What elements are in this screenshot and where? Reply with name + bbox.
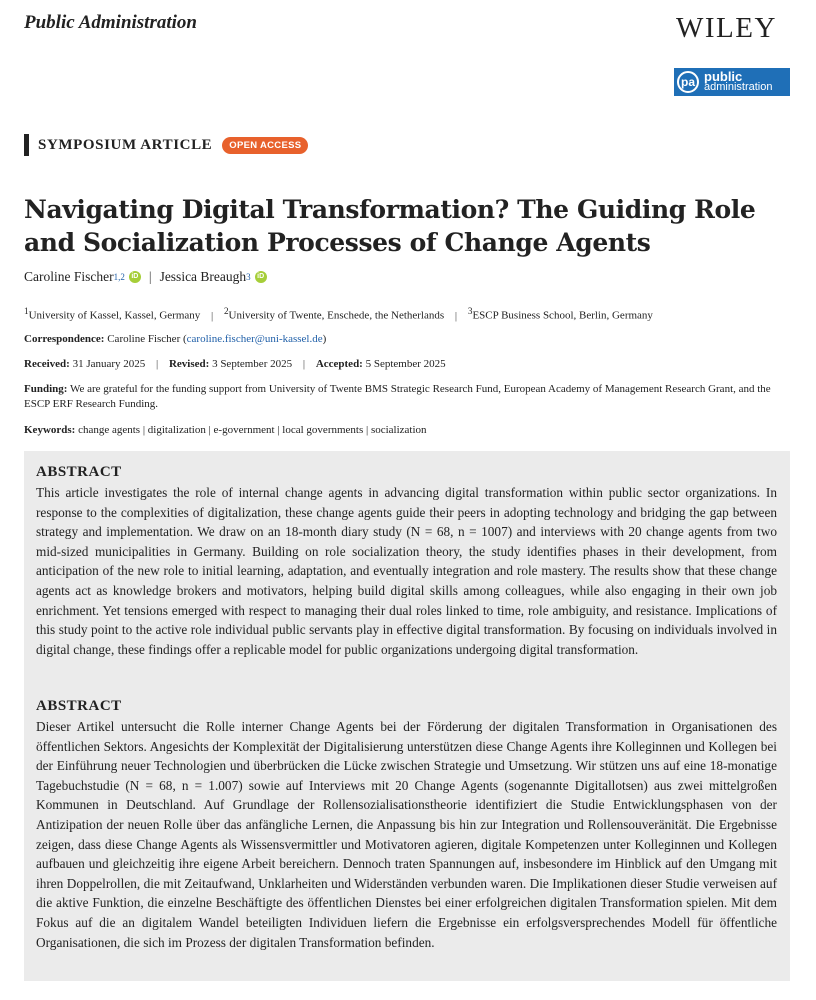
author-name[interactable]: Jessica Breaugh <box>159 269 247 284</box>
orcid-icon[interactable]: iD <box>129 271 141 283</box>
correspondence-name: Caroline Fischer ( <box>107 333 187 345</box>
correspondence-label: Correspondence: <box>24 333 105 345</box>
article-type-bar <box>24 134 29 156</box>
article-dates <box>24 357 794 372</box>
correspondence <box>24 332 794 347</box>
abstract-english <box>36 463 777 659</box>
author-affiliation-sup[interactable]: 3 <box>246 272 251 282</box>
funding-text: We are grateful for the funding support from University of Twente BMS Strategic Research Fund, European Academy of Management Research Grant, and the ESCP ERF Research Funding. <box>24 383 771 410</box>
affiliation-sup: 2 <box>223 306 229 316</box>
wiley-logo: WILEY <box>676 12 777 44</box>
received-label: Received: <box>24 358 70 370</box>
date-separator: | <box>156 358 159 370</box>
received-date: 31 January 2025 <box>72 358 146 370</box>
revised-label: Revised: <box>168 358 210 370</box>
pa-logo-line1: public <box>704 69 743 84</box>
open-access-badge[interactable]: OPEN ACCESS <box>222 137 308 154</box>
affiliation: University of Kassel, Kassel, Germany <box>28 309 201 322</box>
affiliation-separator: | <box>454 309 458 322</box>
article-type-row <box>24 134 308 156</box>
journal-name: Public Administration <box>24 12 197 33</box>
public-administration-logo <box>674 68 790 96</box>
article-type: SYMPOSIUM ARTICLE <box>38 136 213 153</box>
keywords-text[interactable]: change agents | digitalization | e-government | local governments | socialization <box>78 424 427 436</box>
abstract-heading: ABSTRACT <box>36 464 122 480</box>
author-affiliation-sup[interactable]: 1,2 <box>113 272 125 282</box>
accepted-label: Accepted: <box>315 358 363 370</box>
affiliation-separator: | <box>211 309 214 322</box>
orcid-icon[interactable]: iD <box>255 271 267 283</box>
pa-logo-line2: administration <box>704 81 773 93</box>
abstract-german <box>36 697 777 952</box>
abstract-text: This article investigates the role of internal change agents in advancing digital transformation within public sector organizations. In response to the complexities of digitalization, these change agents guide their peers in adopting technology and bridging the gap between strategy and implementation. We draw on an 18-month diary study (N = 68, n = 1007) and interviews with 20 change agents from two mid-sized municipalities in Germany. Building on role socialization theory, the study identifies phases in their development, from anticipation of the new role to initial learning, adaptation, and eventually integration and role mastery. The results show that these change agents act as knowledge brokers and motivators, helping build digital skills among colleagues, while also engaging in their own job enrichment. Yet tensions emerged with respect to managing their dual roles linked to time, role ambiguity, and resistance. Implications of this study point to the active role individual public servants play in effective digital transformation. By focusing on individuals involved in digital change, these findings offer a replicable model for public organizations undergoing digital transformation. <box>36 485 777 657</box>
correspondence-close: ) <box>322 333 327 345</box>
accepted-date: 5 September 2025 <box>365 358 446 370</box>
author-separator: | <box>148 269 152 284</box>
affiliation-sup: 1 <box>24 306 29 316</box>
abstract-heading: ABSTRACT <box>36 698 122 714</box>
author-name[interactable]: Caroline Fischer <box>24 269 114 284</box>
funding <box>24 382 794 412</box>
affiliation: ESCP Business School, Berlin, Germany <box>472 309 653 322</box>
pa-logo-icon: pa <box>677 71 699 93</box>
date-separator: | <box>302 358 306 370</box>
affiliation: University of Twente, Enschede, the Netherlands <box>228 309 445 322</box>
correspondence-email-link[interactable]: caroline.fischer@uni-kassel.de <box>186 333 323 345</box>
affiliation-sup: 3 <box>467 306 473 316</box>
funding-label: Funding: <box>24 383 68 395</box>
article-title: Navigating Digital Transformation? The Guiding Role and Socialization Processes of Change Agents <box>24 195 756 257</box>
abstract-box <box>24 451 790 981</box>
pa-logo-text <box>704 71 772 93</box>
revised-date: 3 September 2025 <box>212 358 293 370</box>
affiliations <box>24 304 794 324</box>
author-list <box>24 269 267 285</box>
keywords-label: Keywords: <box>24 424 76 436</box>
keywords <box>24 423 794 438</box>
abstract-text: Dieser Artikel untersucht die Rolle interner Change Agents bei der Förderung der digitalen Transformation in Organisationen des öffentlichen Sektors. Angesichts der Komplexität der Digitalisierung unterstützen diese Change Agents ihre Kolleginnen und Kollegen bei der Einführung neuer Technologien und überbrücken die Lücke zwischen Strategie und Umsetzung. Wir stützen uns auf eine 18-monatige Tagebuchstudie (N = 68, n = 1.007) sowie auf Interviews mit 20 Change Agents (sogenannte Digitallotsen) aus zwei mittelgroßen Kommunen in Deutschland. Auf Grundlage der Rollensozialisationstheorie identifiziert die Studie Entwicklungsphasen von der Antizipation der neuen Rolle über das anfängliche Lernen, die Anpassung bis hin zur Integration und Rollensouveränität. Die Ergebnisse zeigen, dass diese Change Agents als Wissensvermittler und Motivatoren agieren, digitale Kompetenzen unter Kolleginnen und Kollegen aufbauen und gleichzeitig ihre eigene Arbeit bereichern. Dennoch traten Spannungen auf, insbesondere im Hinblick auf den Umgang mit ihren Doppelrollen, die mit Zeitaufwand, Unklarheiten und Widerständen verbunden waren. Die Implikationen dieser Studie verweisen auf die aktive Funktion, die einzelne Beschäftigte des öffentlichen Dienstes bei einer erfolgreichen digitalen Transformation spielen. Mit dem Fokus auf die an digitalem Wandel beteiligten Individuen liefern die Ergebnisse ein erfolgsversprechendes Modell für öffentliche Organisationen, die sich im Prozess der digitalen Transformation befinden. <box>36 719 777 950</box>
